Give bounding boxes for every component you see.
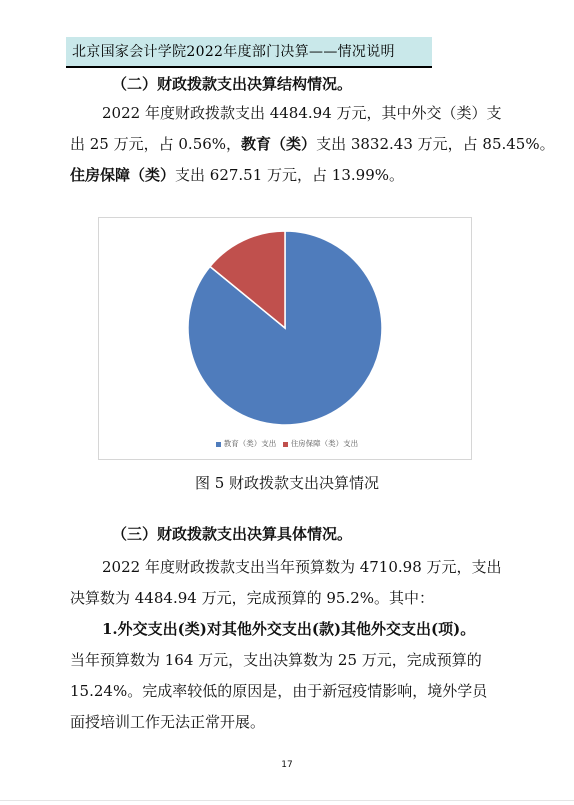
pie-chart-frame: [98, 217, 472, 460]
item1-line2: 15.24%。完成率较低的原因是，由于新冠疫情影响，境外学员: [70, 682, 488, 700]
section3-para-line1: 2022 年度财政拨款支出当年预算数为 4710.98 万元，支出: [102, 558, 502, 576]
section2-para-line2: [70, 134, 555, 154]
section2-para-line2c: 支出 3832.43 万元，占 85.45%。: [316, 135, 555, 153]
section2-heading: （二）财政拨款支出决算结构情况。: [112, 75, 353, 93]
item1-line1: 当年预算数为 164 万元，支出决算数为 25 万元，完成预算的: [70, 651, 482, 669]
legend-swatch-education: [216, 442, 221, 447]
section3-heading: （三）财政拨款支出决算具体情况。: [112, 525, 353, 543]
chart-legend: [99, 438, 471, 449]
legend-label-housing: 住房保障（类）支出: [290, 439, 359, 448]
pie-chart: [99, 218, 471, 459]
header-title: 北京国家会计学院2022年度部门决算——情况说明: [72, 44, 395, 60]
section2-para-line3a: 住房保障（类）: [70, 166, 176, 184]
header-rule: [66, 66, 432, 68]
item1-line3: 面授培训工作无法正常开展。: [70, 713, 266, 731]
page-number: 17: [281, 760, 293, 770]
figure-caption: 图 5 财政拨款支出决算情况: [194, 474, 380, 492]
legend-label-education: 教育（类）支出: [223, 439, 277, 448]
legend-swatch-housing: [283, 442, 288, 447]
section3-para-line2: 决算数为 4484.94 万元，完成预算的 95.2%。其中：: [70, 589, 434, 607]
section2-para-line1: 2022 年度财政拨款支出 4484.94 万元，其中外交（类）支: [102, 104, 502, 122]
section2-para-line2b: 教育（类）: [241, 135, 317, 153]
item1-heading: 1.外交支出(类)对其他外交支出(款)其他外交支出(项)。: [102, 620, 476, 638]
section2-para-line3b: 支出 627.51 万元，占 13.99%。: [175, 166, 405, 184]
section2-para-line3: [70, 165, 404, 185]
section2-para-line2a: 出 25 万元，占 0.56%，: [70, 135, 242, 153]
bottom-rule: [0, 800, 574, 801]
